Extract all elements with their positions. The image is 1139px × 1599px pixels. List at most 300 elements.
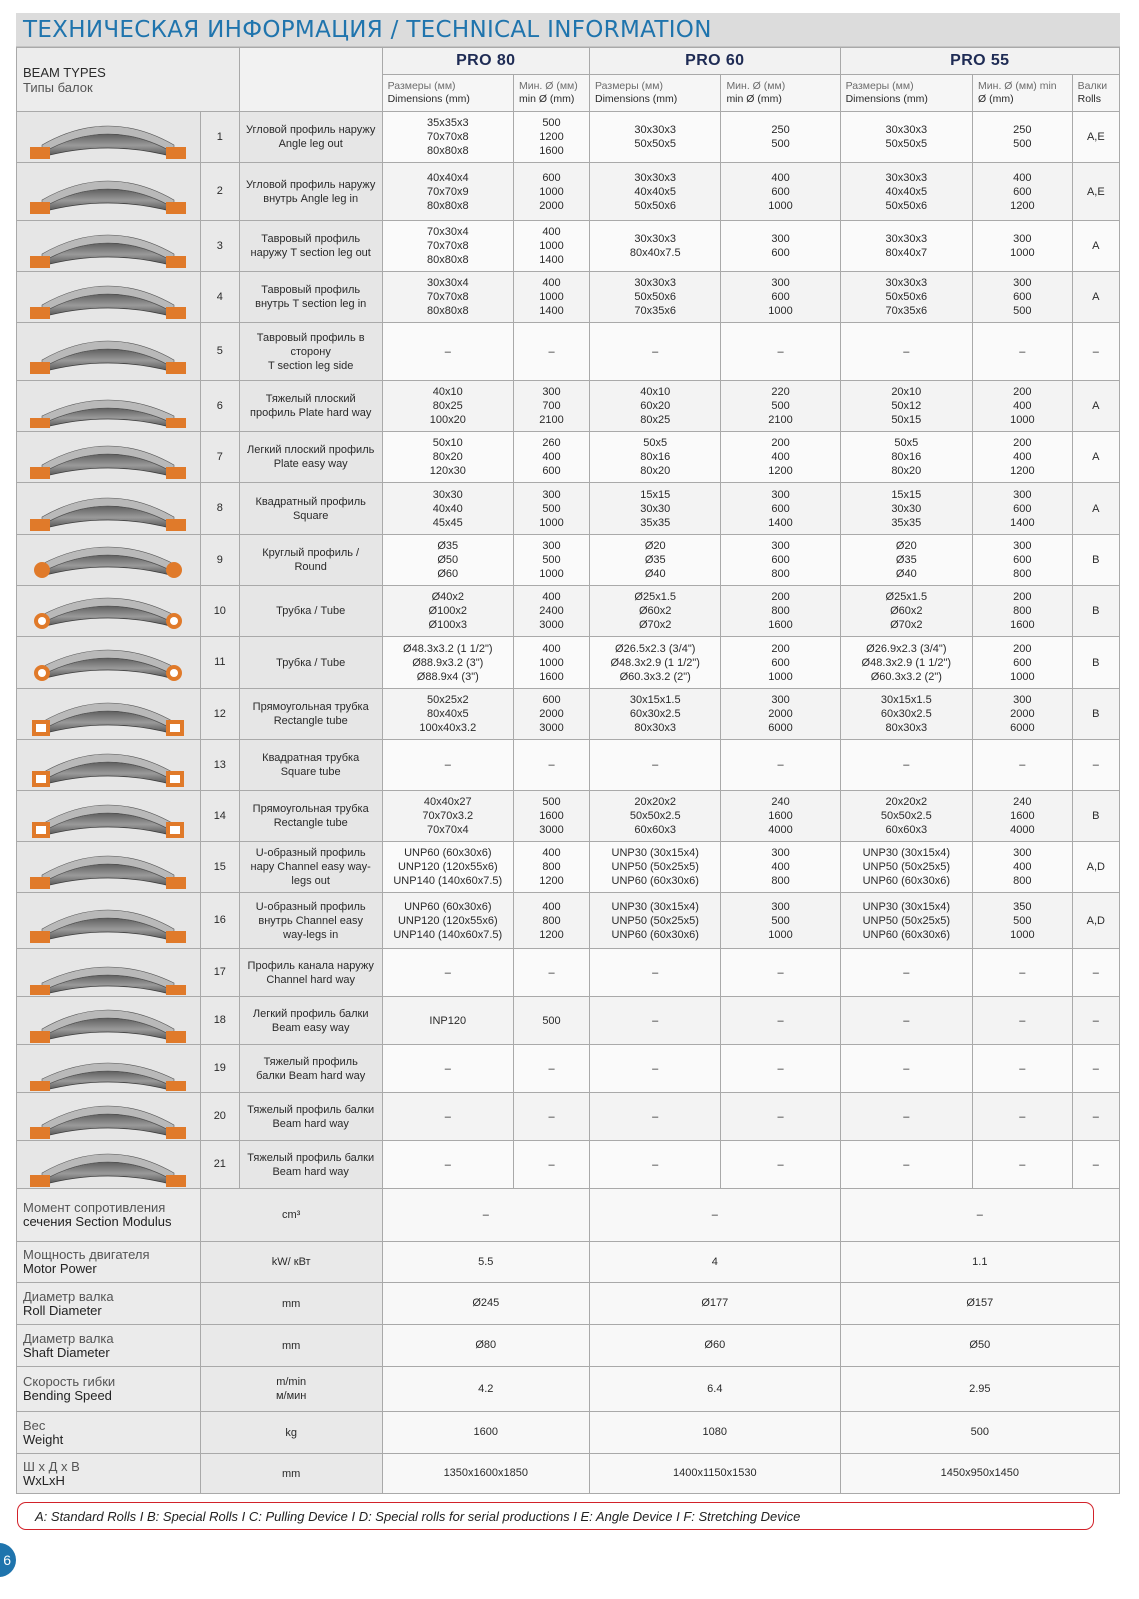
cell-line: 1000 [539,185,564,198]
row-number: 14 [200,791,239,842]
cell-line: kW/ кВт [271,1256,311,1268]
cell-line: 80x80x8 [426,254,469,266]
row-number: 18 [200,997,239,1045]
rolls-cell: B [1072,689,1119,740]
cell-line: 60x30x2.5 [629,708,681,720]
property-label-ru: Скорость гибки [23,1374,116,1389]
property-value-pro60: Ø60 [590,1325,841,1367]
dims-pro55 [840,323,972,381]
cell-line: 2100 [768,414,793,426]
cell-line: 800 [1013,605,1032,617]
min-pro80 [514,791,590,842]
cell-line: 70x70x8 [426,240,469,252]
cell-line: 30x30x4 [426,277,469,289]
min-pro60 [721,997,840,1045]
cell-line: – [652,966,659,979]
cell-line: Ø100x2 [428,605,468,617]
cell-line: Channel hard way [266,973,356,986]
cell-line: 220 [771,386,790,398]
dims-pro80 [382,791,513,842]
cell-line: m/min [276,1376,307,1388]
property-label-en: Shaft Diameter [23,1344,110,1360]
profile-name [239,740,382,791]
dims-pro55 [840,949,972,997]
rolls-cell: – [1072,997,1119,1045]
cell-line: – [1019,1062,1026,1075]
cell-line: 1600 [768,619,793,631]
cell-line: – [903,1110,910,1123]
dims-pro55 [840,163,972,221]
cell-line: T section leg side [267,359,354,372]
cell-line: 80x16 [891,451,922,463]
cell-line: 800 [542,861,561,873]
min-header-ru: Мин. Ø (мм) min [978,80,1057,92]
dims-header-60 [590,75,721,112]
cell-line: 400 [771,171,790,184]
dims-pro60 [590,842,721,893]
cell-line: Ø25x1.5 [634,591,677,603]
cell-line: 300 [771,233,790,245]
legend-text: A: Standard Rolls I B: Special Rolls I C: Pulling Device I D: Special rolls for serial productions I E: Angle Device I F: Stretching Device [35,1509,801,1524]
cell-line: 80x25 [432,400,463,412]
min-pro55 [973,1141,1073,1189]
cell-line: 300 [771,540,790,552]
cell-line: 1000 [1010,928,1035,941]
cell-line: 500 [542,117,561,129]
cell-line: Beam hard way [272,1165,349,1178]
profile-name [239,112,382,163]
table-row [17,535,1120,586]
property-row [17,1454,1120,1494]
cell-line: Ø26.5x2.3 (3/4") [615,642,696,655]
dims-pro55 [840,842,972,893]
cell-line: – [444,1110,451,1123]
cell-line: 500 [542,502,561,515]
property-value-pro60: 6.4 [590,1367,841,1412]
min-pro55 [973,689,1073,740]
profile-shape [28,951,188,995]
property-value-pro55: Ø157 [840,1283,1119,1325]
min-pro80 [514,535,590,586]
min-pro60 [721,893,840,949]
cell-line: 50x15 [891,414,922,426]
row-number: 6 [200,381,239,432]
cell-line: U-образный профиль [255,900,366,913]
min-header-55 [973,75,1073,112]
property-row [17,1367,1120,1412]
cell-line: UNP60 (60x30x6) [862,875,951,887]
property-label-ru: Диаметр валка [23,1330,114,1346]
cell-line: 500 [542,554,561,566]
cell-line: – [903,345,910,358]
cell-line: Ø25x1.5 [885,591,928,603]
dims-pro80 [382,1141,513,1189]
cell-line: Трубка / Tube [276,656,346,669]
dims-pro55 [840,791,972,842]
cell-line: 1200 [539,875,564,887]
dims-pro80 [382,221,513,272]
cell-line: – [652,1062,659,1075]
dims-pro80 [382,163,513,221]
table-row [17,842,1120,893]
cell-line: 240 [771,796,790,808]
property-unit [200,1367,382,1412]
table-row [17,432,1120,483]
cell-line: 40x40 [432,502,463,515]
dims-pro60 [590,791,721,842]
cell-line: 400 [1013,400,1032,412]
cell-line: UNP30 (30x15x4) [862,900,951,913]
cell-line: Тяжелый профиль [263,1055,358,1068]
cell-line: 500 [771,914,790,927]
cell-line: 300 [542,488,561,501]
cell-line: UNP60 (60x30x6) [404,847,492,859]
cell-line: Круглый профиль / [262,547,360,559]
cell-line: 70x35x6 [634,305,677,317]
property-unit [200,1189,382,1242]
cell-line: 260 [542,437,561,449]
cell-line: 80x25 [640,414,671,426]
profile-shape [28,435,188,479]
cell-line: Тяжелый профиль балки [247,1151,375,1164]
property-label [17,1367,201,1412]
cell-line: Ø40 [895,568,917,580]
cell-line: Угловой профиль наружу [246,124,376,136]
dims-pro80 [382,997,513,1045]
table-row [17,1093,1120,1141]
cell-line: 80x40x5 [426,708,469,720]
property-value-pro55: 1450x950x1450 [840,1454,1119,1494]
cell-line: – [1019,759,1026,771]
cell-line: 300 [1013,233,1032,245]
cell-line: 500 [542,796,561,808]
cell-line: 70x70x8 [426,291,469,303]
cell-line: 1600 [539,670,564,683]
cell-line: 2000 [539,199,564,212]
min-pro55 [973,1045,1073,1093]
cell-line: 1200 [539,131,564,143]
dims-pro60 [590,997,721,1045]
cell-line: 20x20x2 [885,796,928,808]
cell-line: 300 [771,488,790,501]
cell-line: 1000 [768,670,793,683]
min-pro55 [973,997,1073,1045]
min-pro55 [973,949,1073,997]
dims-pro55 [840,1045,972,1093]
cell-line: 500 [771,138,790,150]
cell-line: – [777,345,784,358]
min-pro80 [514,586,590,637]
cell-line: Тавровый профиль [261,284,361,296]
table-row [17,381,1120,432]
property-unit [200,1412,382,1454]
table-row [17,112,1120,163]
dims-pro80 [382,740,513,791]
dims-pro80 [382,949,513,997]
dims-pro60 [590,432,721,483]
min-pro55 [973,112,1073,163]
min-header-60 [721,75,840,112]
rolls-cell: A,E [1072,112,1119,163]
cell-line: – [444,966,451,979]
property-label-ru: Вес [23,1417,46,1433]
rolls-cell: A [1072,483,1119,535]
cell-line: – [444,1158,451,1171]
row-number: 20 [200,1093,239,1141]
dims-header-en: Dimensions (mm) [845,93,928,105]
min-pro80 [514,432,590,483]
profile-name [239,483,382,535]
property-value-pro80: – [382,1189,589,1242]
beam-types-header [17,48,240,112]
cell-line: way-legs in [283,928,339,941]
cell-line: Angle leg out [278,138,343,150]
profile-shape [28,115,188,159]
cell-line: Легкий профиль балки [252,1007,369,1020]
cell-line: 1000 [1010,670,1035,683]
min-pro55 [973,221,1073,272]
cell-line: – [903,966,910,979]
row-number: 4 [200,272,239,323]
cell-line: 80x20 [640,465,671,477]
dims-pro60 [590,272,721,323]
min-pro55 [973,535,1073,586]
cell-line: 40x40x5 [634,185,677,198]
cell-line: 1600 [1010,619,1035,631]
dims-pro60 [590,112,721,163]
cell-line: 60x60x3 [634,824,677,836]
cell-line: Ø35 [895,554,917,566]
table-row [17,323,1120,381]
min-header-80 [514,75,590,112]
property-label-en: Roll Diameter [23,1302,102,1318]
profile-name [239,791,382,842]
cell-line: 50x50x5 [885,138,928,150]
cell-line: 600 [542,694,561,706]
profile-name [239,1141,382,1189]
rolls-cell: – [1072,1045,1119,1093]
cell-line: 80x80x8 [426,305,469,317]
cell-line: 500 [1013,914,1032,927]
property-value-pro80: Ø80 [382,1325,589,1367]
cell-line: 3000 [539,824,564,836]
cell-line: Rectangle tube [273,817,348,829]
cell-line: 50x5 [894,437,919,449]
cell-line: Прямоугольная трубка [252,803,369,815]
profile-name [239,221,382,272]
cell-line: 600 [1013,291,1032,303]
t-section-leg-in-icon [17,272,201,323]
cell-line: Ø20 [895,540,917,552]
cell-line: – [777,759,784,771]
cell-line: UNP30 (30x15x4) [862,847,951,859]
row-number: 19 [200,1045,239,1093]
min-pro60 [721,637,840,689]
round-bar-icon [17,535,201,586]
cell-line: – [777,1110,784,1123]
property-value-pro60: 4 [590,1242,841,1283]
property-value-pro55: 1.1 [840,1242,1119,1283]
min-pro60 [721,689,840,740]
cell-line: Ø70x2 [639,619,672,631]
property-label [17,1454,201,1494]
cell-line: 70x70x4 [426,824,469,836]
min-header-ru: Мин. Ø (мм) [519,80,578,92]
cell-line: – [903,1062,910,1075]
cell-line: 200 [1013,386,1032,398]
profile-shape [28,845,188,889]
row-number: 2 [200,163,239,221]
profile-name [239,1045,382,1093]
dims-pro80 [382,323,513,381]
rolls-cell: B [1072,586,1119,637]
profile-name [239,272,382,323]
cell-line: 1400 [1010,516,1035,529]
dims-pro55 [840,432,972,483]
profile-shape [28,743,188,787]
min-pro60 [721,949,840,997]
row-number: 21 [200,1141,239,1189]
cell-line: 30x30x3 [885,124,928,136]
cell-line: 600 [771,656,790,669]
dims-pro60 [590,381,721,432]
min-pro80 [514,272,590,323]
cell-line: – [652,345,659,358]
cell-line: Легкий плоский профиль [247,444,375,456]
property-value-pro80: 1350x1600x1850 [382,1454,589,1494]
profile-shape [28,999,188,1043]
min-pro80 [514,323,590,381]
profile-name [239,949,382,997]
rectangle-tube-hard-icon [17,791,201,842]
property-unit [200,1242,382,1283]
table-row [17,689,1120,740]
cell-line: 2100 [539,414,564,426]
dims-header-ru: Размеры (мм) [845,80,914,92]
beam-easy-way-icon [17,997,201,1045]
min-pro55 [973,791,1073,842]
table-row [17,893,1120,949]
property-row [17,1325,1120,1367]
cell-line: 600 [542,171,561,184]
row-number: 3 [200,221,239,272]
min-pro60 [721,163,840,221]
property-label-ru: Момент сопротивления [23,1200,166,1215]
cell-line: 1000 [1010,247,1035,259]
profile-shape [28,1143,188,1187]
cell-line: 1000 [1010,414,1035,426]
property-value-pro80: Ø245 [382,1283,589,1325]
cell-line: 1200 [1010,465,1035,477]
min-header-ru: Мин. Ø (мм) [726,80,786,92]
cell-line: 6000 [768,722,793,734]
cell-line: cm³ [282,1209,301,1221]
min-pro55 [973,163,1073,221]
channel-legs-out-icon [17,842,201,893]
row-number: 17 [200,949,239,997]
cell-line: 120x30 [429,465,466,477]
cell-line: 300 [771,847,790,859]
row-number: 7 [200,432,239,483]
rolls-cell: B [1072,535,1119,586]
property-value-pro80: 5.5 [382,1242,589,1283]
profile-name [239,842,382,893]
cell-line: 2000 [1010,708,1035,720]
table-row [17,997,1120,1045]
profile-shape [28,589,188,633]
cell-line: 800 [1013,568,1032,580]
table-row [17,272,1120,323]
cell-line: 70x70x8 [426,131,469,143]
cell-line: UNP120 (120x55x6) [397,861,498,873]
rolls-cell: A,D [1072,893,1119,949]
cell-line: м/мин [275,1390,307,1402]
dims-pro80 [382,272,513,323]
cell-line: 30x30 [891,502,922,515]
cell-line: 40x40x27 [423,796,472,808]
cell-line: 250 [771,124,790,136]
cell-line: U-образный профиль [255,847,366,859]
dims-pro80 [382,586,513,637]
row-number: 9 [200,535,239,586]
title-bar [16,13,1120,47]
angle-leg-in-icon [17,163,201,221]
cell-line: 50x50x6 [885,199,928,212]
dims-pro60 [590,535,721,586]
profile-shape [28,275,188,319]
cell-line: – [444,345,451,358]
square-bar-icon [17,483,201,535]
min-pro55 [973,432,1073,483]
cell-line: 50x50x6 [634,291,677,303]
cell-line: 200 [1013,642,1032,655]
dims-pro60 [590,1141,721,1189]
cell-line: 70x70x9 [426,185,469,198]
cell-line: – [777,1062,784,1075]
dims-pro55 [840,535,972,586]
cell-line: Beam hard way [272,1117,349,1130]
cell-line: 300 [771,277,790,289]
cell-line: – [903,1158,910,1171]
cell-line: 300 [771,900,790,913]
cell-line: 400 [542,451,561,463]
cell-line: Трубка / Tube [276,605,346,617]
tube-icon [17,586,201,637]
table-row [17,483,1120,535]
dims-pro60 [590,1045,721,1093]
dims-pro80 [382,637,513,689]
cell-line: 300 [1013,847,1032,859]
tube-thick-icon [17,637,201,689]
cell-line: 30x30x3 [885,233,928,245]
profile-name [239,689,382,740]
cell-line: 200 [1013,437,1032,449]
profile-shape [28,692,188,736]
cell-line: UNP50 (50x25x5) [862,914,951,927]
dims-header-80 [382,75,513,112]
property-label-ru: Мощность двигателя [23,1247,150,1262]
rolls-cell: A [1072,432,1119,483]
min-pro60 [721,791,840,842]
cell-line: – [652,1110,659,1123]
min-pro60 [721,586,840,637]
cell-line: 3000 [539,619,564,631]
cell-line: Ø35 [644,554,666,566]
cell-line: 350 [1013,900,1032,913]
dims-pro80 [382,432,513,483]
cell-line: 800 [542,914,561,927]
cell-line: 1000 [539,568,564,580]
